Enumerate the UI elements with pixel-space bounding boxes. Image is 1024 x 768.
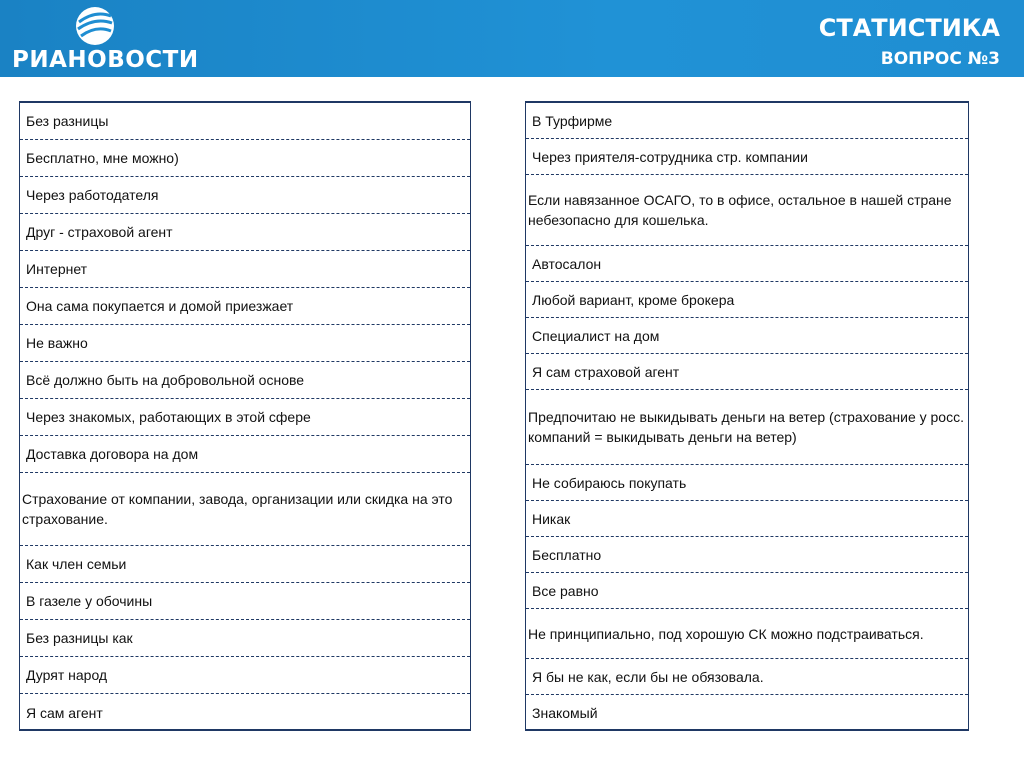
table-row: Предпочитаю не выкидывать деньги на ветер (страхование у росс. компаний = выкидывать деньги на ветер) (526, 390, 968, 465)
page-title: СТАТИСТИКА (818, 14, 1000, 42)
table-row: Друг - страховой агент (20, 214, 470, 251)
table-row: Бесплатно (526, 537, 968, 573)
globe-logo-icon (75, 6, 115, 46)
answers-table-left (19, 101, 471, 731)
table-row: Через работодателя (20, 177, 470, 214)
table-row: В газеле у обочины (20, 583, 470, 620)
table-row: Не принципиально, под хорошую СК можно подстраиваться. (526, 609, 968, 659)
table-row: Не важно (20, 325, 470, 362)
table-row: Знакомый (532, 705, 598, 721)
table-row: Дурят народ (20, 657, 470, 694)
table-row: Я сам агент (26, 704, 103, 721)
table-row: Если навязанное ОСАГО, то в офисе, остальное в нашей стране небезопасно для кошелька. (526, 175, 968, 246)
table-row: В Турфирме (526, 103, 968, 139)
answers-table-right (525, 101, 969, 731)
table-row: Специалист на дом (526, 318, 968, 354)
table-row: Через приятеля-сотрудника стр. компании (526, 139, 968, 175)
table-row: Она сама покупается и домой приезжает (20, 288, 470, 325)
table-row: Не собираюсь покупать (526, 465, 968, 501)
table-row: Всё должно быть на добровольной основе (20, 362, 470, 399)
table-row: Бесплатно, мне можно) (20, 140, 470, 177)
brand-logo-text: РИАНОВОСТИ (12, 47, 199, 73)
table-row: Через знакомых, работающих в этой сфере (20, 399, 470, 436)
table-row: Все равно (526, 573, 968, 609)
table-row: Интернет (20, 251, 470, 288)
table-row: Доставка договора на дом (20, 436, 470, 473)
header-band (0, 0, 1024, 77)
table-row: Без разницы (20, 103, 470, 140)
table-row: Я бы не как, если бы не обязовала. (526, 659, 968, 695)
table-row: Без разницы как (20, 620, 470, 657)
table-row: Я сам страховой агент (526, 354, 968, 390)
table-row: Как член семьи (20, 546, 470, 583)
table-row: Автосалон (526, 246, 968, 282)
page-subtitle: ВОПРОС №3 (880, 49, 1000, 69)
table-row: Никак (526, 501, 968, 537)
table-row: Страхование от компании, завода, организации или скидка на это страхование. (20, 473, 470, 546)
table-row: Любой вариант, кроме брокера (526, 282, 968, 318)
